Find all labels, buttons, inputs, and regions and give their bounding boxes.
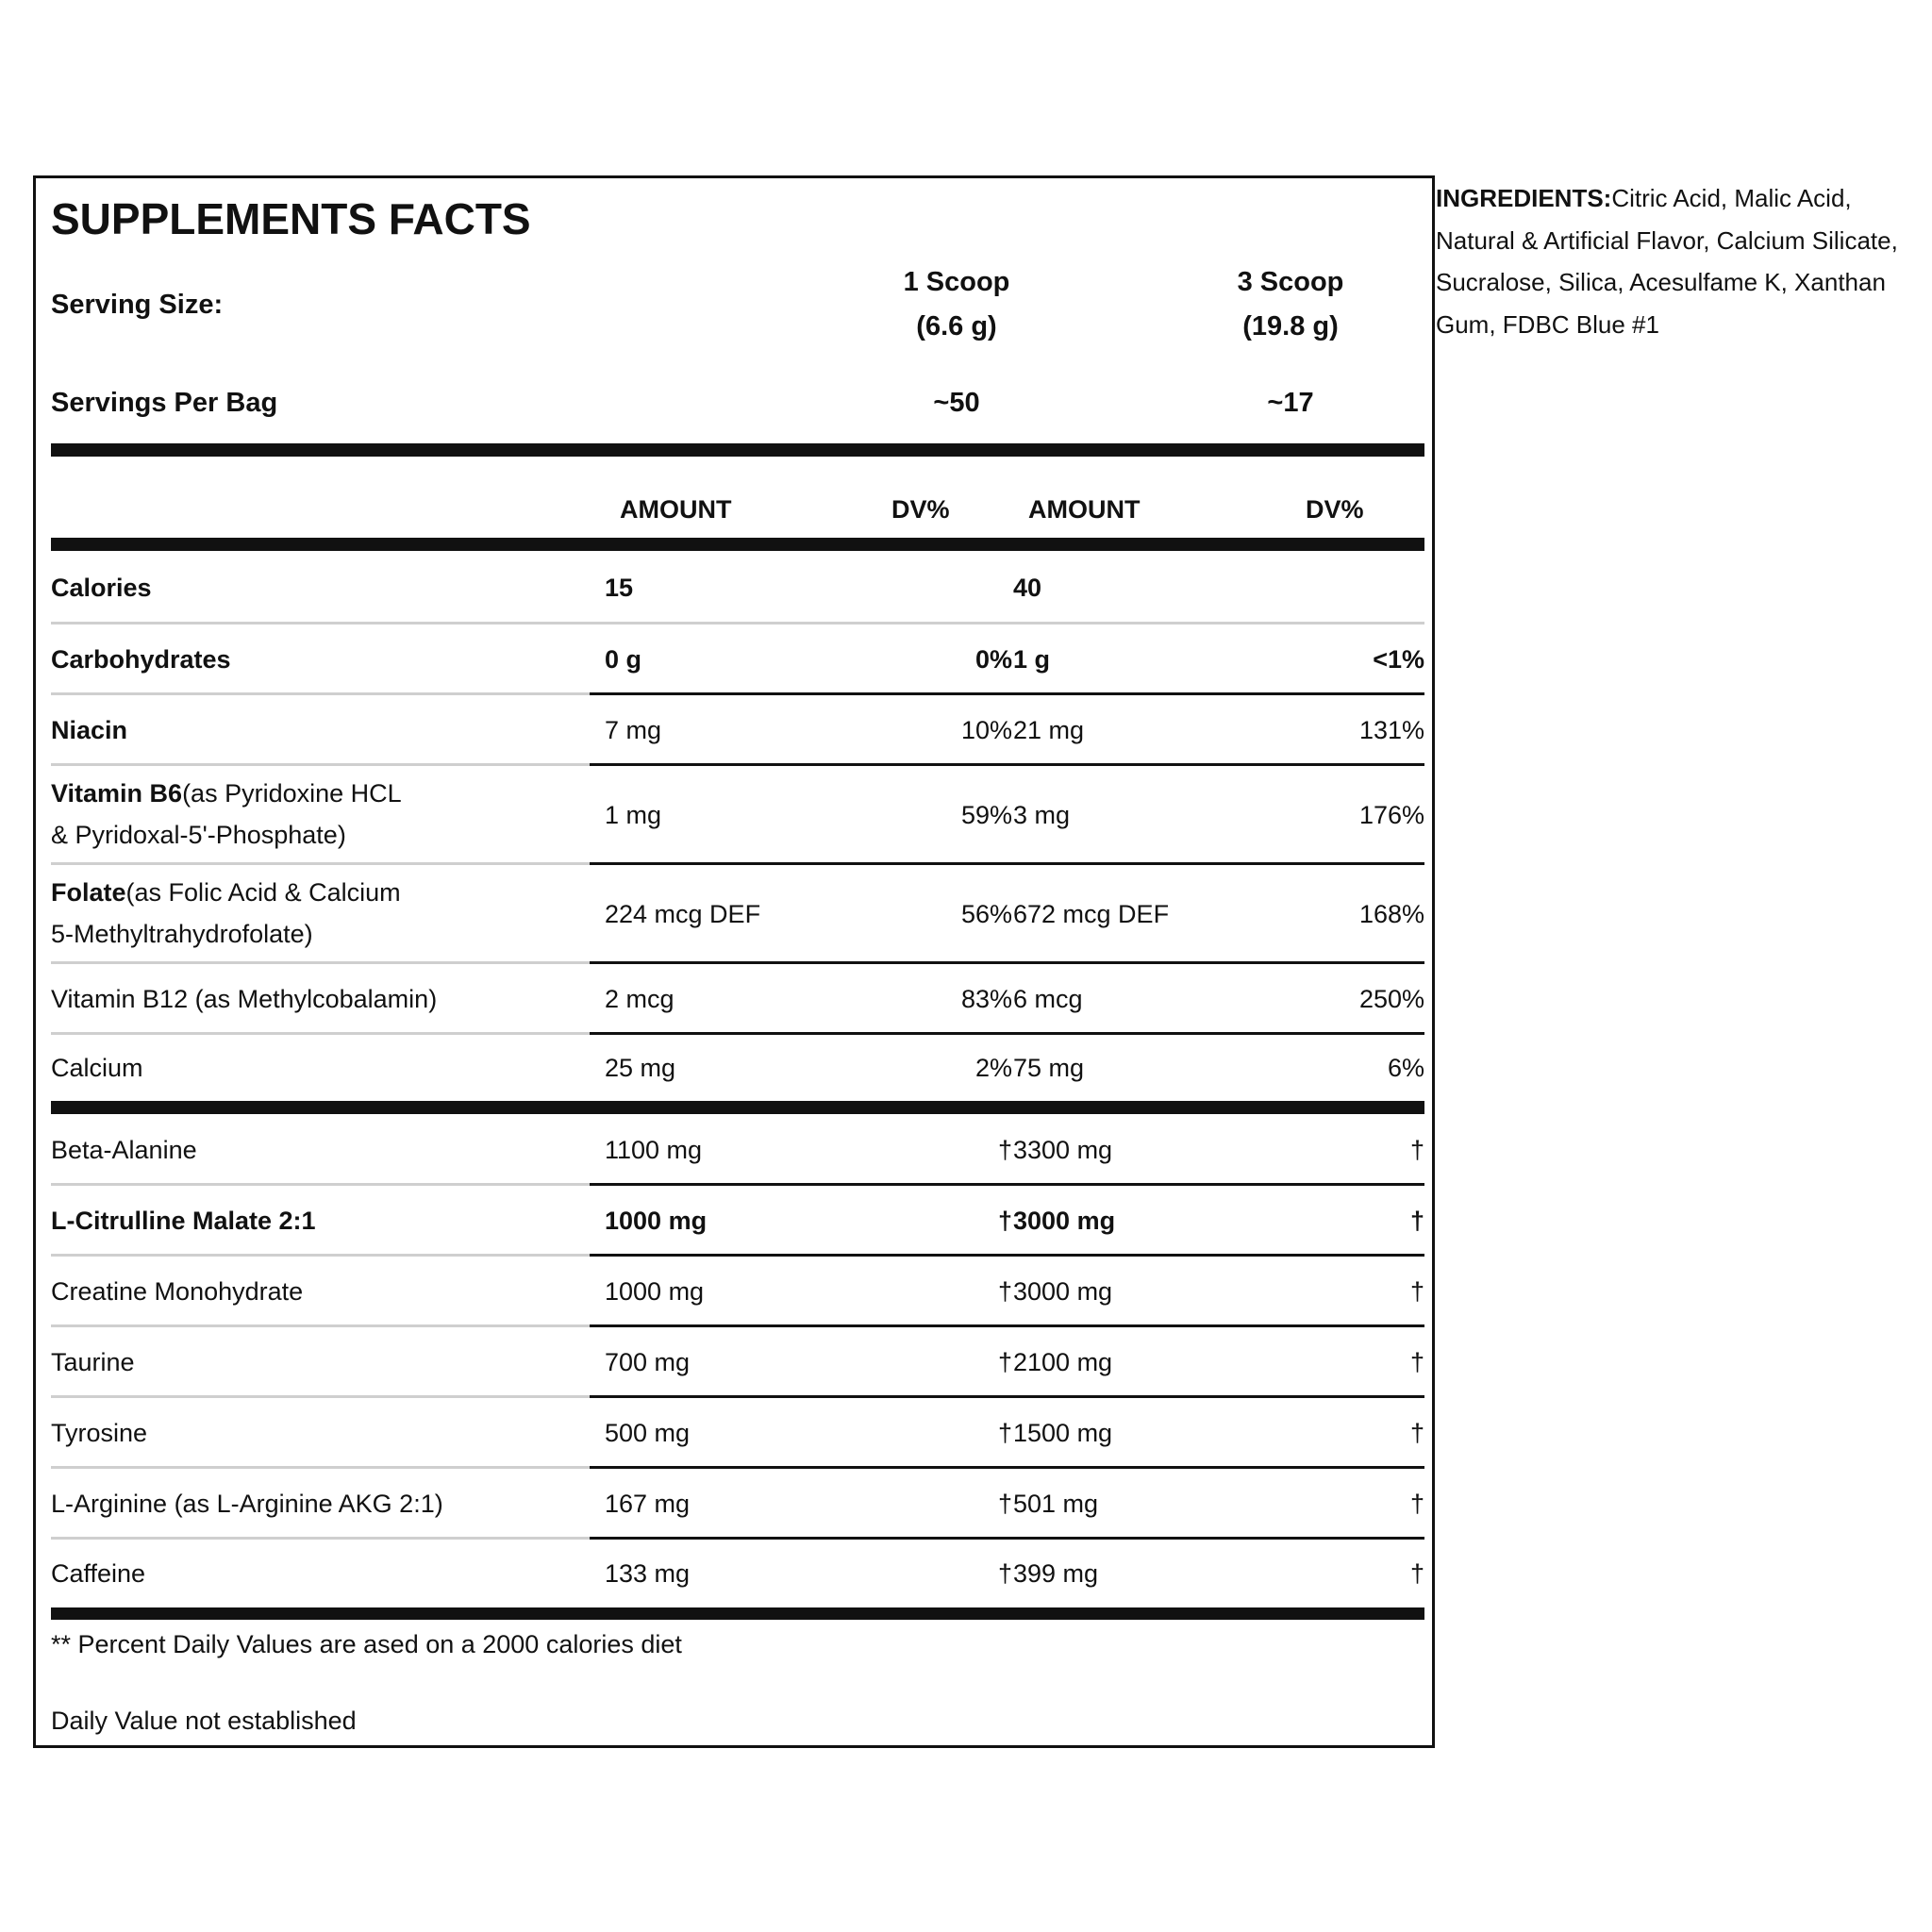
ingredient-name: Tyrosine: [51, 1419, 148, 1447]
supplement-facts-panel: [33, 175, 1435, 1748]
amount-serving-1: 224 mcg DEF: [605, 900, 761, 928]
dv-serving-1: 0%: [974, 645, 1012, 674]
ingredient-row-creatine: [51, 1257, 1424, 1326]
dv-serving-1: †: [997, 1559, 1012, 1588]
nutrient-name: Carbohydrates: [51, 645, 231, 674]
serving-1-size-line1: 1 Scoop: [903, 267, 1010, 297]
footnote-not-established: Daily Value not established: [51, 1707, 357, 1735]
ingredient-name: Creatine Monohydrate: [51, 1277, 304, 1306]
dv-serving-1: 2%: [974, 1054, 1012, 1082]
ingredient-name: Caffeine: [51, 1559, 146, 1588]
dv-serving-2: †: [1409, 1559, 1424, 1588]
nutrient-row-calories: [51, 553, 1424, 623]
amount-serving-2: 21 mg: [1013, 716, 1085, 744]
serving-size-label: Serving Size:: [51, 290, 224, 320]
nutrient-name-main: Folate: [51, 878, 126, 907]
dv-serving-2: †: [1409, 1348, 1424, 1376]
amount-serving-1: 7 mg: [605, 716, 662, 744]
ingredient-row-caffeine: [51, 1540, 1424, 1607]
amount-serving-2: 672 mcg DEF: [1013, 900, 1170, 928]
amount-serving-2: 501 mg: [1013, 1490, 1099, 1518]
ingredient-row-tyrosine: [51, 1398, 1424, 1468]
ingredient-name: L-Citrulline Malate 2:1: [51, 1207, 316, 1235]
amount-serving-1: 1100 mg: [605, 1136, 703, 1164]
serving-1-per-bag: ~50: [933, 388, 980, 418]
amount-serving-1: 25 mg: [605, 1054, 676, 1082]
dv-serving-2: †: [1409, 1207, 1424, 1235]
amount-serving-1: 15: [605, 574, 634, 602]
nutrient-row-carbohydrates: [51, 625, 1424, 694]
nutrient-row-vitamin-b6: [51, 766, 1424, 864]
thick-divider: [51, 538, 1424, 551]
column-dv-1: DV%: [891, 495, 950, 524]
dv-serving-1: †: [997, 1277, 1012, 1306]
nutrient-name-note: (as Folic Acid & Calcium: [125, 878, 401, 907]
column-amount-2: AMOUNT: [1028, 495, 1141, 524]
nutrient-name-line2: 5-Methyltrahydrofolate): [51, 920, 313, 948]
ingredient-row-l-citrulline: [51, 1186, 1424, 1256]
amount-serving-2: 3000 mg: [1013, 1277, 1113, 1306]
amount-serving-2: 2100 mg: [1013, 1348, 1113, 1376]
dv-serving-1: †: [997, 1136, 1012, 1164]
nutrient-name: [51, 872, 401, 955]
serving-2-size: [1196, 267, 1385, 342]
serving-1-size: [862, 267, 1051, 342]
ingredient-name: Taurine: [51, 1348, 135, 1376]
nutrient-name: Vitamin B12 (as Methylcobalamin): [51, 985, 438, 1013]
servings-per-bag-label: Servings Per Bag: [51, 388, 278, 418]
nutrient-name: [51, 773, 402, 856]
thick-divider: [51, 443, 1424, 457]
dv-serving-2: †: [1409, 1490, 1424, 1518]
dv-serving-2: †: [1409, 1419, 1424, 1447]
amount-serving-2: 1 g: [1013, 645, 1051, 674]
amount-serving-1: 133 mg: [605, 1559, 691, 1588]
dv-serving-1: 10%: [960, 716, 1012, 744]
amount-serving-1: 500 mg: [605, 1419, 691, 1447]
thick-divider: [51, 1101, 1424, 1114]
serving-1-size-line2: (6.6 g): [916, 311, 997, 341]
amount-serving-2: 3 mg: [1013, 801, 1071, 829]
dv-serving-1: †: [997, 1419, 1012, 1447]
amount-serving-2: 40: [1013, 574, 1042, 602]
nutrient-row-niacin: [51, 695, 1424, 765]
nutrient-name-note: (as Pyridoxine HCL: [182, 779, 402, 808]
amount-serving-2: 6 mcg: [1013, 985, 1083, 1013]
amount-serving-1: 0 g: [605, 645, 642, 674]
amount-serving-2: 75 mg: [1013, 1054, 1085, 1082]
nutrient-name-line2: & Pyridoxal-5'-Phosphate): [51, 821, 346, 849]
nutrient-row-vitamin-b12: [51, 964, 1424, 1034]
thick-divider: [51, 1607, 1424, 1620]
amount-serving-2: 399 mg: [1013, 1559, 1099, 1588]
amount-serving-1: 2 mcg: [605, 985, 675, 1013]
column-dv-2: DV%: [1306, 495, 1364, 524]
dv-serving-2: 131%: [1358, 716, 1424, 744]
serving-2-size-line2: (19.8 g): [1242, 311, 1339, 341]
serving-2-per-bag: ~17: [1267, 388, 1314, 418]
dv-serving-2: 176%: [1358, 801, 1424, 829]
dv-serving-1: 59%: [960, 801, 1012, 829]
column-header-row: [51, 489, 1424, 530]
serving-2-size-line1: 3 Scoop: [1237, 267, 1344, 297]
dv-serving-2: 168%: [1358, 900, 1424, 928]
dv-serving-2: †: [1409, 1136, 1424, 1164]
dv-serving-1: †: [997, 1348, 1012, 1376]
column-amount-1: AMOUNT: [620, 495, 732, 524]
ingredient-name: L-Arginine (as L-Arginine AKG 2:1): [51, 1490, 443, 1518]
ingredient-name: Beta-Alanine: [51, 1136, 197, 1164]
nutrient-row-calcium: [51, 1035, 1424, 1101]
panel-title: SUPPLEMENTS FACTS: [51, 194, 531, 243]
amount-serving-1: 1000 mg: [605, 1277, 705, 1306]
dv-serving-1: †: [997, 1490, 1012, 1518]
ingredients-list: [1436, 177, 1926, 345]
dv-serving-2: †: [1409, 1277, 1424, 1306]
nutrient-name: Calories: [51, 574, 152, 602]
nutrient-name: Calcium: [51, 1054, 143, 1082]
dv-serving-2: <1%: [1373, 645, 1424, 674]
amount-serving-1: 700 mg: [605, 1348, 691, 1376]
dv-serving-2: 6%: [1387, 1054, 1424, 1082]
amount-serving-1: 167 mg: [605, 1490, 691, 1518]
dv-serving-1: †: [997, 1207, 1012, 1235]
dv-serving-1: 83%: [960, 985, 1012, 1013]
dv-serving-2: 250%: [1358, 985, 1424, 1013]
amount-serving-1: 1 mg: [605, 801, 662, 829]
amount-serving-2: 3300 mg: [1013, 1136, 1113, 1164]
amount-serving-2: 1500 mg: [1013, 1419, 1113, 1447]
ingredient-row-taurine: [51, 1327, 1424, 1397]
ingredient-row-beta-alanine: [51, 1116, 1424, 1185]
ingredient-row-l-arginine: [51, 1469, 1424, 1539]
nutrient-name-main: Vitamin B6: [51, 779, 183, 808]
amount-serving-1: 1000 mg: [605, 1207, 708, 1235]
nutrient-name: Niacin: [51, 716, 128, 744]
ingredients-text: Citric Acid, Malic Acid, Natural & Artificial Flavor, Calcium Silicate, Sucralose, Silica, Acesulfame K, Xanthan Gum, FDBC Blue #1: [1436, 184, 1898, 339]
footnote-daily-values: ** Percent Daily Values are ased on a 2000 calories diet: [51, 1630, 682, 1658]
dv-serving-1: 56%: [960, 900, 1012, 928]
amount-serving-2: 3000 mg: [1013, 1207, 1116, 1235]
ingredients-label: INGREDIENTS:: [1436, 184, 1612, 212]
nutrient-row-folate: [51, 865, 1424, 963]
